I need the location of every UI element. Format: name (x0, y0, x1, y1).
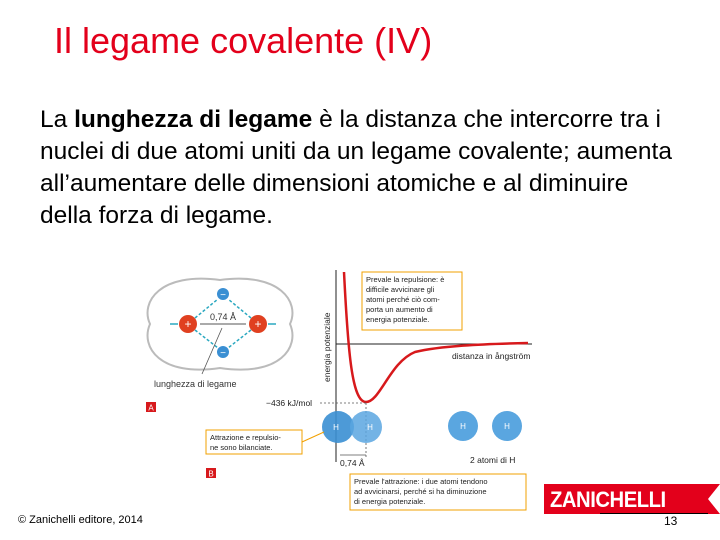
panel-b-energy-plot (206, 270, 532, 510)
publisher-logo-text: ZANICHELLI (550, 487, 666, 512)
panel-b-label: B (208, 469, 214, 479)
panel-a-molecule (146, 279, 292, 413)
atom-h-left-label: H (333, 423, 339, 432)
panel-a-label: A (148, 403, 154, 413)
balance-pointer (302, 432, 324, 442)
repulsion-note-line: atomi perché ciò com- (366, 295, 440, 304)
repulsion-note-line: energia potenziale. (366, 315, 430, 324)
electron-bottom-minus: − (220, 348, 226, 359)
atom-h-right (350, 411, 382, 443)
electron-top-minus: − (220, 290, 226, 301)
x-axis-label: distanza in ångström (452, 351, 531, 361)
attraction-note-line: Prevale l'attrazione: i due atomi tendono (354, 477, 488, 486)
balance-note-line: Attrazione e repulsio- (210, 433, 281, 442)
distant-atom-h-label: H (460, 422, 466, 431)
logo-notch (708, 484, 720, 514)
body-paragraph (40, 104, 680, 232)
x-marker-value: 0,74 Å (340, 458, 365, 468)
repulsion-note-line: difficile avvicinare gli (366, 285, 435, 294)
bond-length-caption: lunghezza di legame (154, 379, 237, 389)
body-rest: è la distanza che intercorre tra i nuclei di due atomi uniti da un legame covalente; aumenta all’aumentare delle dimensioni atomiche e al diminuire della forza di legame. (40, 106, 672, 229)
page-number-rule (600, 513, 708, 514)
distant-atom-h-label: H (504, 422, 510, 431)
y-axis-label: energia potenziale (322, 312, 332, 382)
nucleus-left-plus: + (184, 317, 192, 331)
attraction-note-line: di energia potenziale. (354, 497, 426, 506)
publisher-logo (544, 484, 720, 514)
slide-title: Il legame covalente (IV) (54, 20, 433, 61)
bond-length-figure (140, 262, 540, 512)
bond-length-value: 0,74 Å (209, 312, 237, 322)
page-number: 13 (664, 514, 678, 528)
body-prefix: La (40, 106, 75, 133)
energy-minimum-value: −436 kJ/mol (266, 398, 313, 408)
copyright-notice: © Zanichelli editore, 2014 (18, 514, 143, 526)
balance-note-line: ne sono bilanciate. (210, 443, 273, 452)
atom-h-right-label: H (367, 423, 373, 432)
attraction-arrow (228, 330, 251, 348)
attraction-note-line: ad avvicinarsi, perché si ha diminuzione (354, 487, 487, 496)
two-atoms-label: 2 atomi di H (470, 455, 516, 465)
nucleus-right-plus: + (254, 317, 262, 331)
repulsion-note-line: porta un aumento di (366, 305, 433, 314)
repulsion-note-line: Prevale la repulsione: è (366, 275, 445, 284)
body-bold-term: lunghezza di legame (74, 106, 313, 133)
